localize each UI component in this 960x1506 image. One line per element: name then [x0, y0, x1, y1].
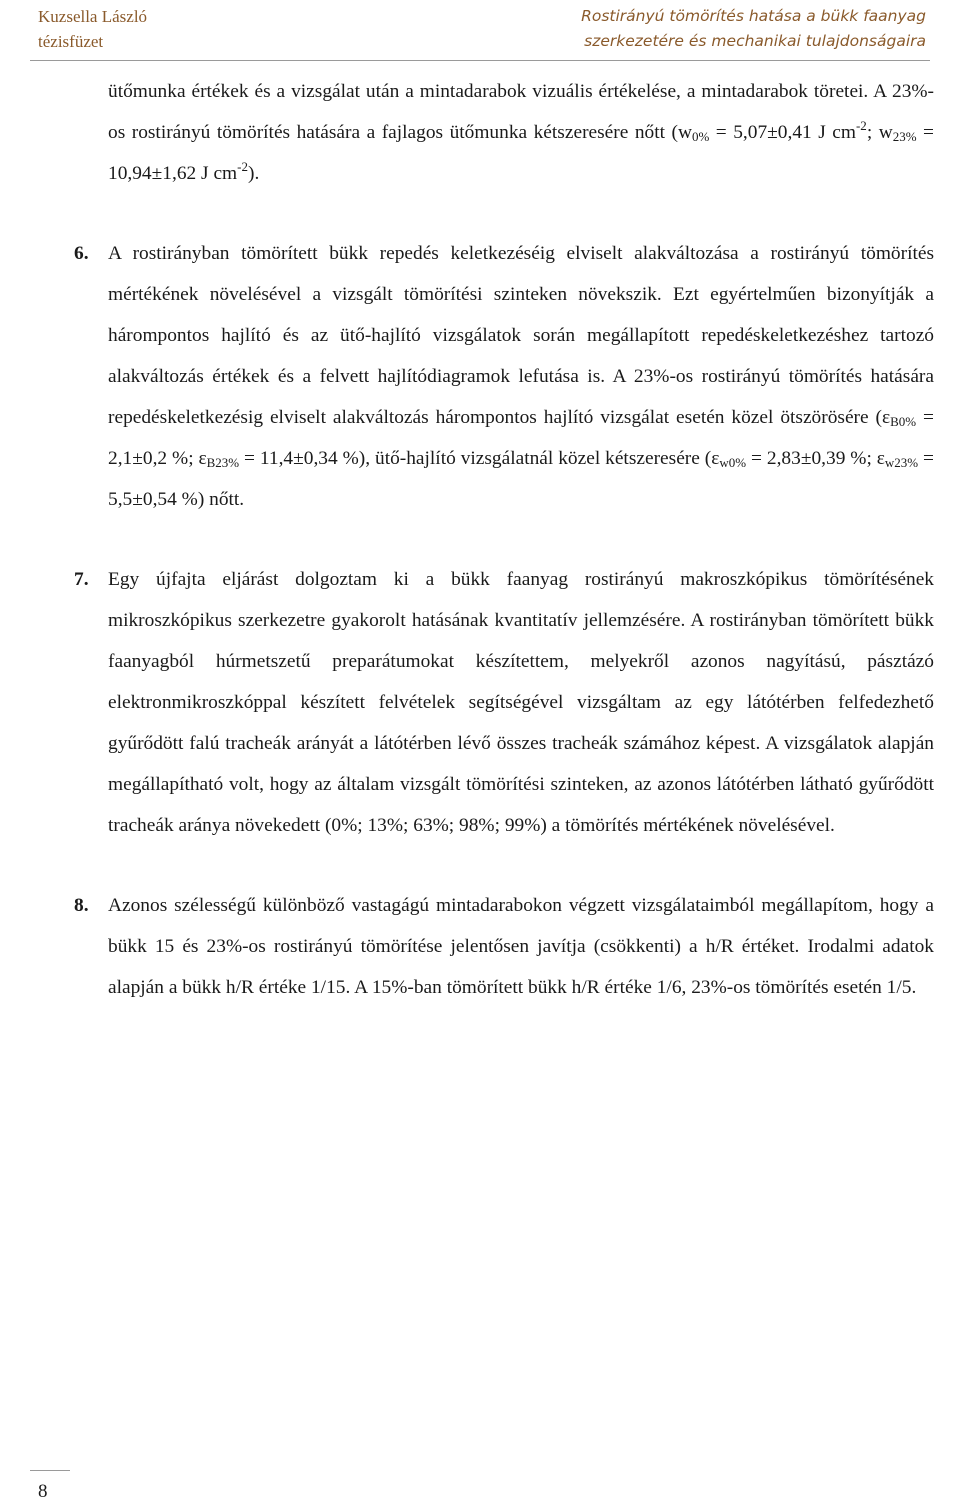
header-author	[38, 4, 147, 54]
item-number: 6.	[74, 243, 89, 264]
header-title-line1: Rostirányú tömörítés hatása a bükk faanyag	[581, 7, 926, 25]
item-text: Azonos szélességű különböző vastagágú mintadarabokon végzett vizsgálataimból megállapítom, hogy a bükk 15 és 23%-os rostirányú tömörítése jelentősen javítja (csökkenti) a h/R értéket. Irodalmi adatok alapján a bükk h/R értéke 1/15. A 15%-ban tömörített bükk h/R értéke 1/6, 23%-os tömörítés esetén 1/5.	[108, 895, 934, 998]
subscript: w0%	[719, 455, 747, 470]
page-number: 8	[38, 1481, 48, 1502]
intro-text: ).	[247, 163, 260, 184]
subscript: w23%	[884, 455, 919, 470]
thesis-item-6	[74, 233, 934, 520]
header-author-name: Kuzsella László	[38, 7, 148, 26]
header-doc-type: tézisfüzet	[38, 32, 104, 51]
item-number: 7.	[74, 569, 89, 590]
thesis-item-7	[74, 559, 934, 846]
footer-divider	[30, 1470, 70, 1471]
page-body	[74, 71, 934, 1047]
intro-text: ; w	[866, 122, 893, 143]
subscript: B23%	[206, 455, 240, 470]
intro-text: = 5,07±0,41 J cm	[709, 122, 856, 143]
header-title	[581, 4, 926, 54]
item-text-part: = 11,4±0,34 %), ütő-hajlító vizsgálatnál közel kétszeresére (ε	[239, 448, 720, 469]
subscript: 0%	[691, 129, 710, 144]
subscript: 23%	[892, 129, 917, 144]
item-text	[108, 233, 934, 520]
intro-paragraph	[108, 71, 934, 194]
item-text-part: = 2,1±0,2 %; ε	[108, 407, 934, 469]
header-divider	[30, 60, 930, 61]
item-text-part: A rostirányban tömörített bükk repedés keletkezéséig elviselt alakváltozása a rostirányú tömörítés mértékének növelésével a vizsgált tömörítési szinteken növekszik. Ezt egyértelműen bizonyítják a hárompontos hajlító és az ütő-hajlító vizsgálatok során megállapított repedéskeletkezéshez tartozó alakváltozás értékek és a felvett hajlítódiagramok lefutása is. A 23%-os rostirányú tömörítés hatására repedéskeletkezésig elviselt alakváltozás hárompontos hajlító vizsgálat esetén közel ötszörösére (ε	[108, 243, 934, 428]
intro-text: ütőmunka értékek és a vizsgálat után a mintadarabok vizuális értékelése, a mintadarabok töretei. A 23%-os rostirányú tömörítés hatására a fajlagos ütőmunka kétszeresére nőtt (w	[108, 81, 934, 143]
page-header	[0, 0, 960, 62]
subscript: B0%	[890, 414, 917, 429]
item-number: 8.	[74, 895, 89, 916]
item-text-part: = 5,5±0,54 %) nőtt.	[108, 448, 934, 510]
item-text-part: = 2,83±0,39 %; ε	[746, 448, 885, 469]
item-text: Egy újfajta eljárást dolgoztam ki a bükk faanyag rostirányú makroszkópikus tömörítésének mikroszkópikus szerkezetre gyakorolt hatásának kvantitatív jellemzésére. A rostirányban tömörített bükk faanyagból húrmetszetű preparátumokat készítettem, melyekről azonos nagyítású, pásztázó elektronmikroszkóppal készített felvételek segítségével vizsgáltam az egy látótérben felfedezhető gyűrődött falú tracheák arányát a látótérben lévő összes tracheák számához képest. A vizsgálatok alapján megállapítható volt, hogy az általam vizsgált tömörítési szinteken, az azonos látótérben látható gyűrődött tracheák aránya növekedett (0%; 13%; 63%; 98%; 99%) a tömörítés mértékének növelésével.	[108, 569, 934, 836]
intro-text: = 10,94±1,62 J cm	[108, 122, 934, 184]
header-title-line2: szerkezetére és mechanikai tulajdonságaira	[584, 32, 926, 50]
superscript: -2	[855, 118, 867, 133]
superscript: -2	[237, 159, 248, 174]
thesis-item-8	[74, 885, 934, 1008]
